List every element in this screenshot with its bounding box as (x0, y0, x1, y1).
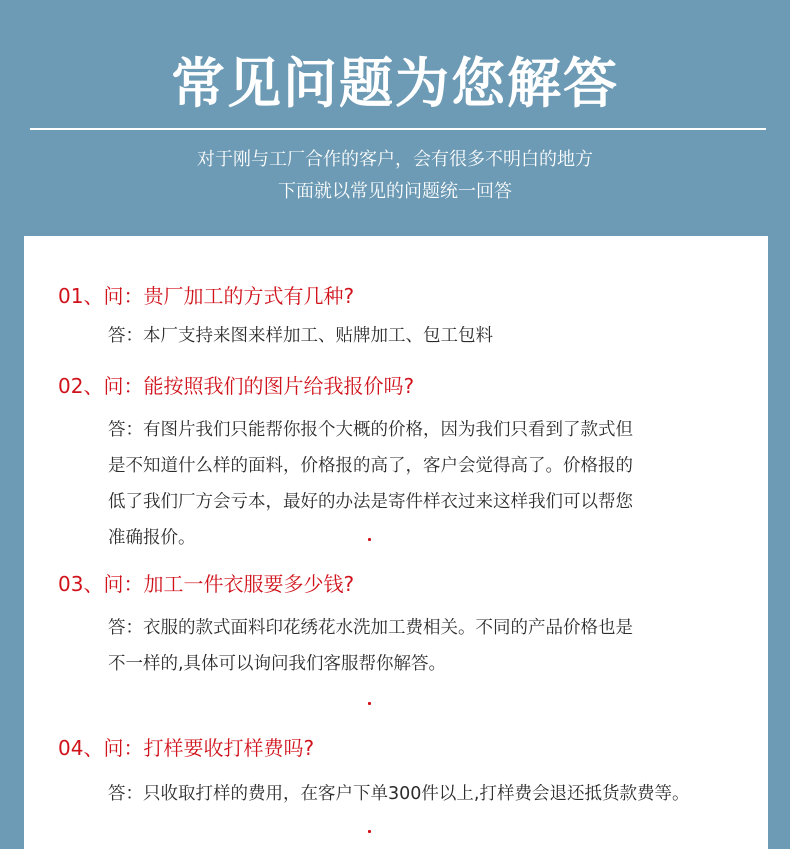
faq-question-4: 04、问：打样要收打样费吗? (58, 736, 315, 760)
header-divider (30, 128, 766, 130)
decorative-dot (368, 538, 371, 541)
faq-answer-3 (108, 610, 768, 682)
faq-answer-3-line-2: 不一样的,具体可以询问我们客服帮你解答。 (108, 654, 447, 674)
faq-answer-4-line-1: 答：只收取打样的费用，在客户下单300件以上,打样费会退还抵货款费等。 (108, 784, 690, 804)
header-banner (0, 0, 790, 236)
faq-answer-2 (108, 412, 768, 556)
faq-answer-2-line-1: 答：有图片我们只能帮你报个大概的价格，因为我们只看到了款式但 (108, 420, 633, 440)
faq-answer-2-line-2: 是不知道什么样的面料，价格报的高了，客户会觉得高了。价格报的 (108, 456, 633, 476)
faq-question-3: 03、问：加工一件衣服要多少钱? (58, 572, 355, 596)
faq-answer-2-line-4: 准确报价。 (108, 528, 196, 548)
faq-answer-1-line-1: 答：本厂支持来图来样加工、贴牌加工、包工包料 (108, 326, 493, 346)
faq-question-1: 01、问：贵厂加工的方式有几种? (58, 284, 355, 308)
faq-answer-2-line-3: 低了我们厂方会亏本，最好的办法是寄件样衣过来这样我们可以帮您 (108, 492, 633, 512)
decorative-dot (368, 830, 371, 833)
header-subtitle-line1: 对于刚与工厂合作的客户，会有很多不明白的地方 (197, 149, 593, 170)
decorative-dot (368, 702, 371, 705)
faq-answer-3-line-1: 答：衣服的款式面料印花绣花水洗加工费相关。不同的产品价格也是 (108, 618, 633, 638)
page-title: 常见问题为您解答 (171, 52, 619, 115)
faq-question-2: 02、问：能按照我们的图片给我报价吗? (58, 374, 415, 398)
faq-answer-1 (108, 318, 768, 354)
header-subtitle-line2: 下面就以常见的问题统一回答 (278, 181, 512, 202)
faq-content (24, 236, 768, 849)
faq-answer-4 (108, 776, 768, 812)
